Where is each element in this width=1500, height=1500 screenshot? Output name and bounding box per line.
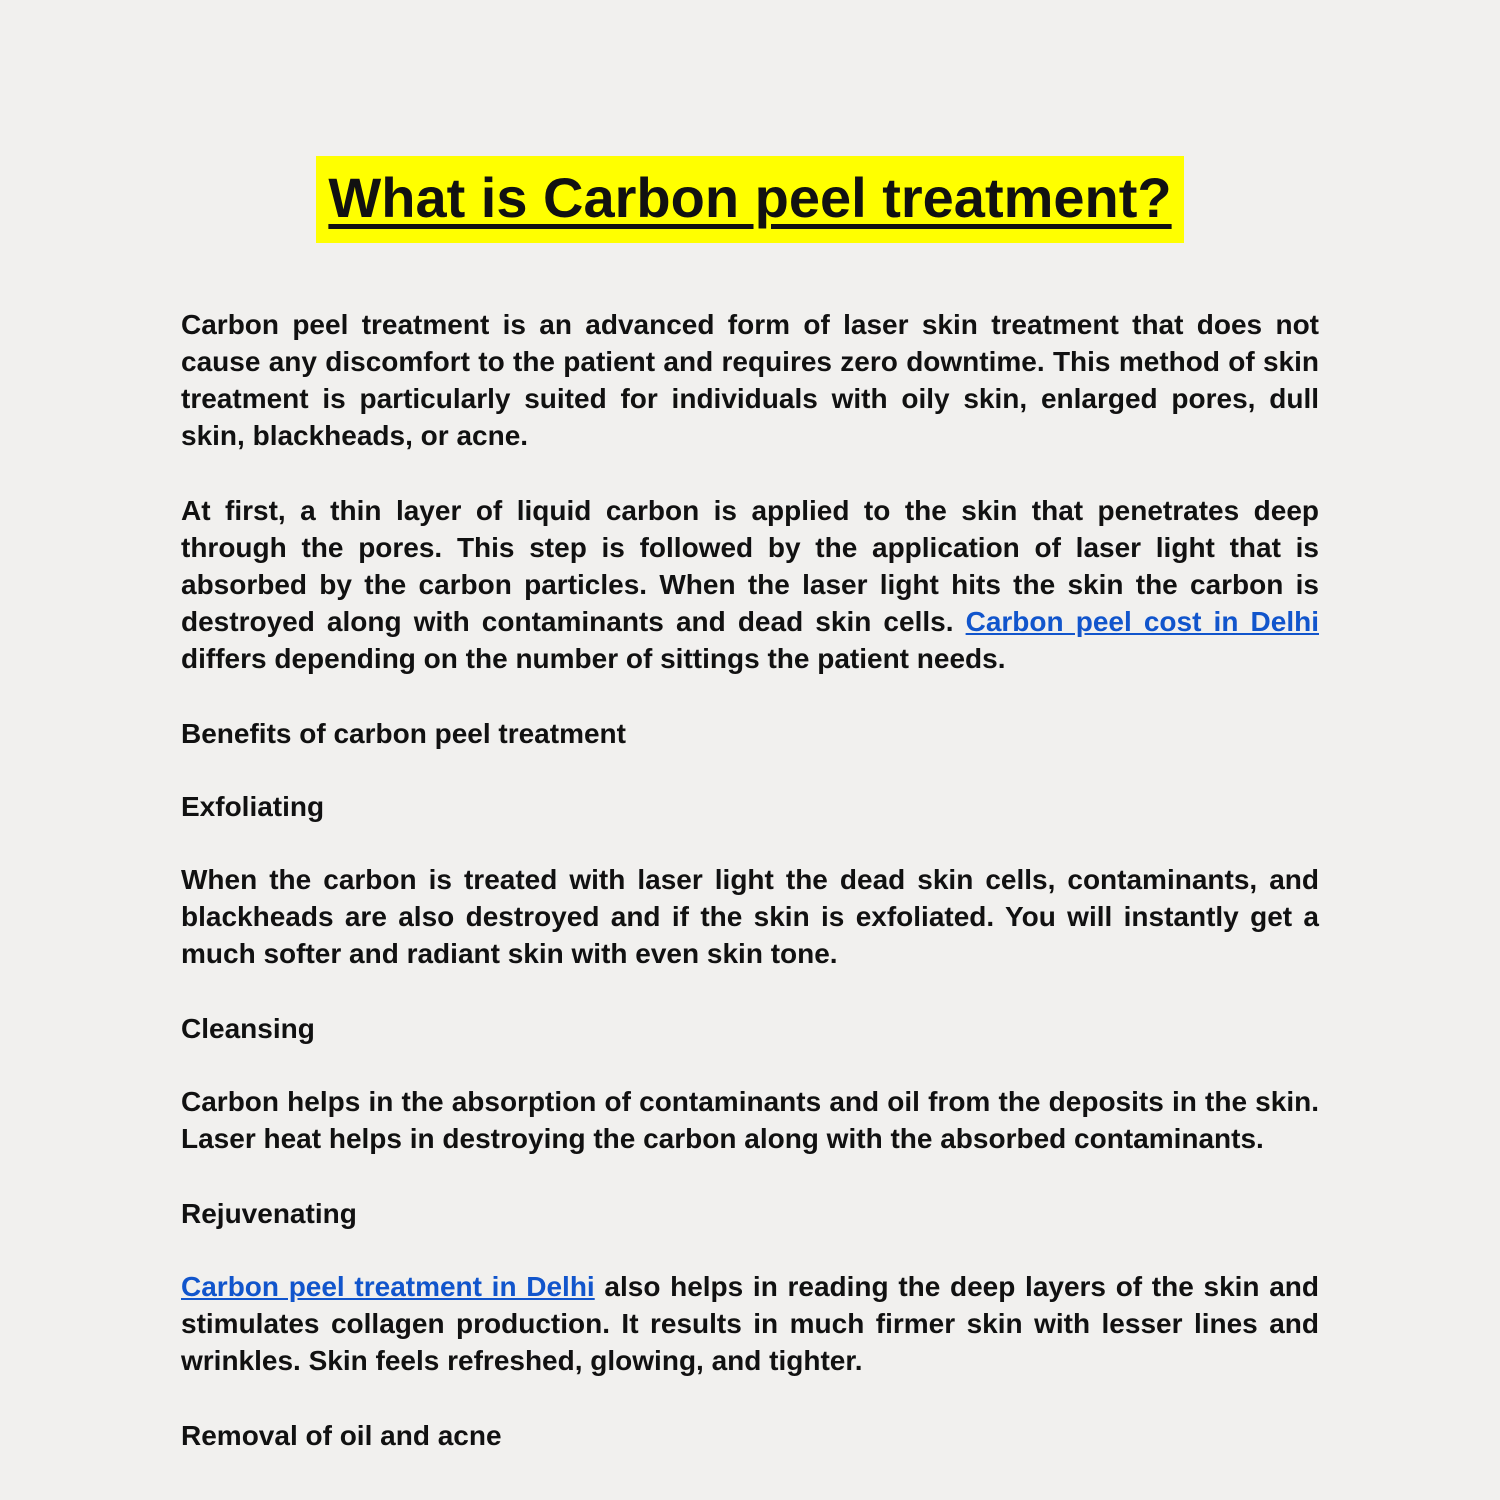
cleansing-heading: Cleansing [181,1013,315,1044]
rejuvenating-paragraph [181,1268,1319,1379]
paragraph-text: also helps in reading the deep layers of the skin and stimulates collagen production. It results in much firmer skin with lesser lines and wrinkles. Skin feels refreshed, glowing, and tighter. [181,1271,1319,1376]
exfoliating-paragraph: When the carbon is treated with laser light the dead skin cells, contaminants, and blackheads are also destroyed and if the skin is exfoliated. You will instantly get a much softer and radiant skin with even skin tone. [181,864,1319,969]
benefits-heading: Benefits of carbon peel treatment [181,718,626,749]
paragraph-text: differs depending on the number of sittings the patient needs. [181,643,1006,674]
title-highlighted-text: What is Carbon peel treatment? [316,156,1183,243]
paragraph-text: At first, a thin layer of liquid carbon is applied to the skin that penetrates deep through the pores. This step is followed by the application of laser light that is absorbed by the carbon particles. When the laser light hits the skin the carbon is destroyed along with contaminants and dead skin cells. [181,495,1319,637]
carbon-peel-treatment-link[interactable]: Carbon peel treatment in Delhi [181,1271,595,1302]
removal-heading: Removal of oil and acne [181,1420,502,1451]
intro-paragraph: Carbon peel treatment is an advanced form of laser skin treatment that does not cause any discomfort to the patient and requires zero downtime. This method of skin treatment is particularly suited for individuals with oily skin, enlarged pores, dull skin, blackheads, or acne. [181,309,1319,451]
rejuvenating-heading: Rejuvenating [181,1198,357,1229]
document-title [181,166,1319,229]
cleansing-paragraph: Carbon helps in the absorption of contaminants and oil from the deposits in the skin. Laser heat helps in destroying the carbon along with the absorbed contaminants. [181,1086,1319,1154]
process-paragraph [181,492,1319,677]
exfoliating-heading: Exfoliating [181,791,325,822]
carbon-peel-cost-link[interactable]: Carbon peel cost in Delhi [965,606,1319,637]
